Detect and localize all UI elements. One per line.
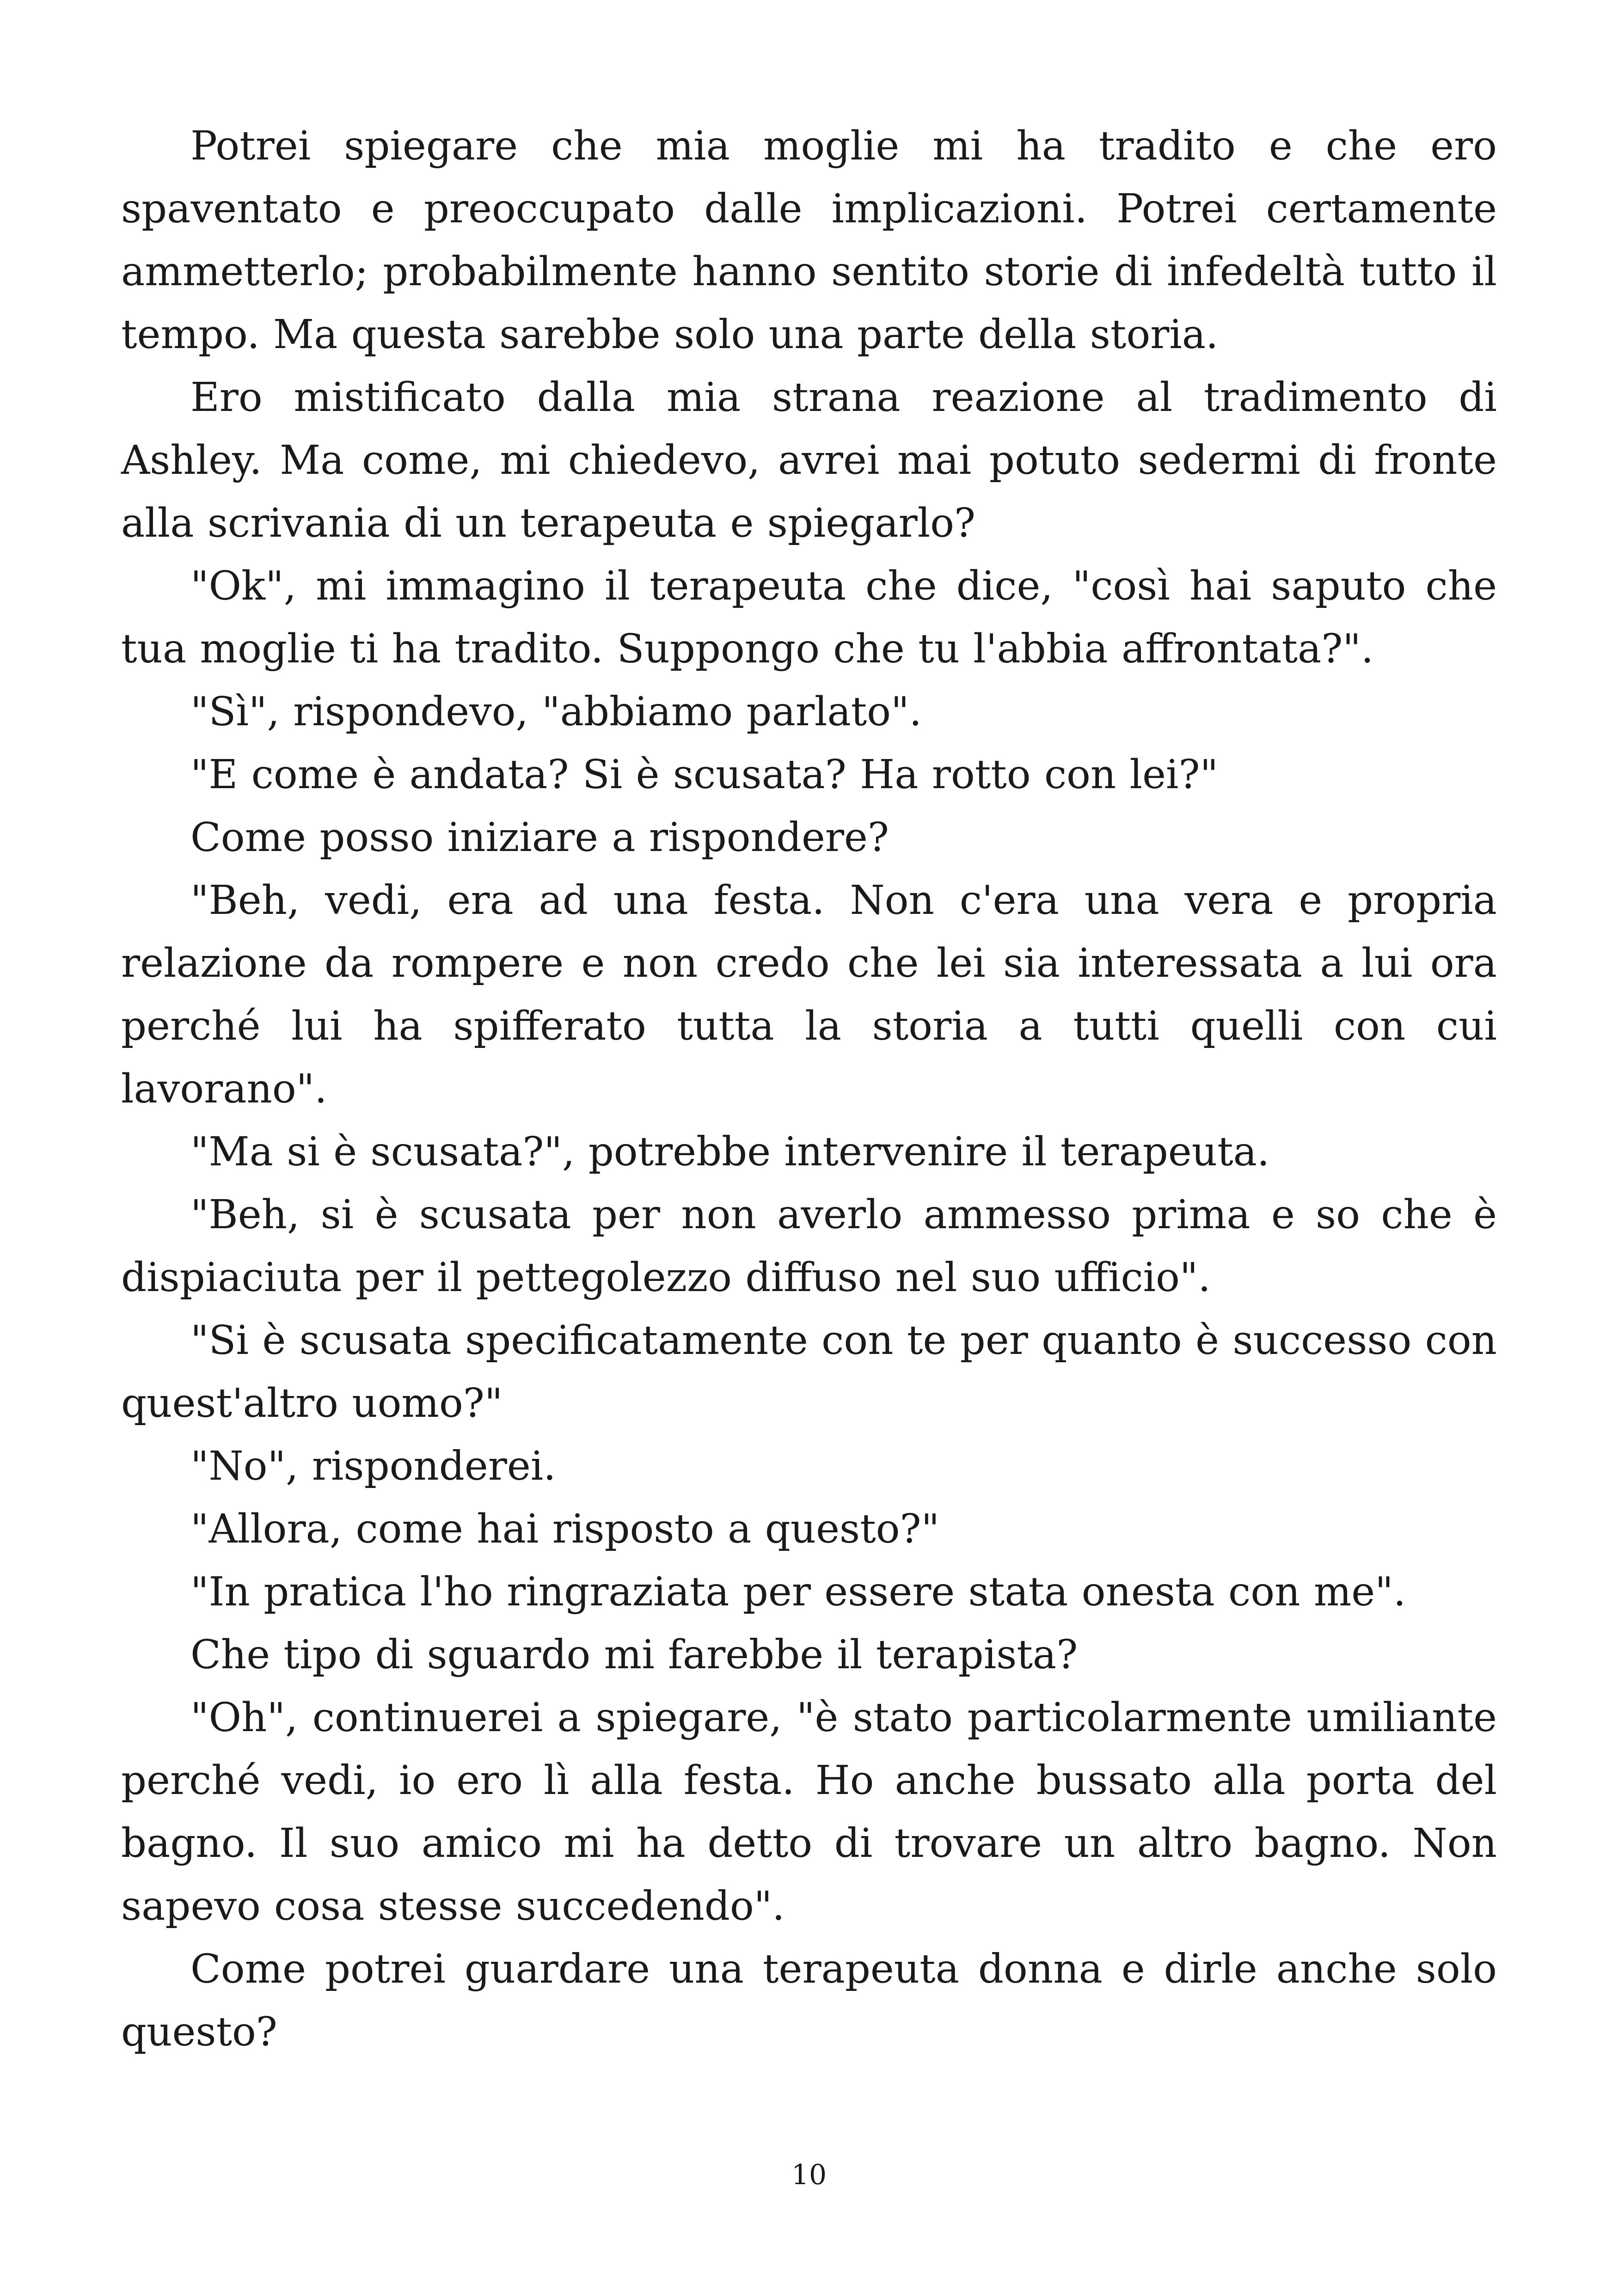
paragraph: "Beh, vedi, era ad una festa. Non c'era una vera e propria relazione da rompere e non credo che lei sia interessata a lui ora perché lui ha spifferato tutta la storia a tutti quelli con cui lavorano". <box>121 877 1497 1112</box>
paragraph: Come posso iniziare a rispondere? <box>190 814 889 861</box>
paragraph: "Si è scusata specificatamente con te per quanto è successo con quest'altro uomo?" <box>121 1317 1497 1427</box>
paragraph: "In pratica l'ho ringraziata per essere stata onesta con me". <box>190 1569 1406 1615</box>
paragraph: "Beh, si è scusata per non averlo ammesso prima e so che è dispiaciuta per il pettegolezzo diffuso nel suo ufficio". <box>121 1192 1497 1301</box>
paragraph: Come potrei guardare una terapeuta donna e dirle anche solo questo? <box>121 1946 1497 2055</box>
paragraph: Ero mistificato dalla mia strana reazione al tradimento di Ashley. Ma come, mi chiedevo, avrei mai potuto sedermi di fronte alla scrivania di un terapeuta e spiegarlo? <box>121 374 1497 546</box>
paragraph: "E come è andata? Si è scusata? Ha rotto con lei?" <box>190 752 1219 798</box>
paragraph: Potrei spiegare che mia moglie mi ha tradito e che ero spaventato e preoccupato dalle implicazioni. Potrei certamente ammetterlo; probabilmente hanno sentito storie di infedeltà tutto il tempo. Ma questa sarebbe solo una parte della storia. <box>121 123 1497 358</box>
paragraph: "Ma si è scusata?", potrebbe intervenire il terapeuta. <box>190 1129 1270 1175</box>
page-number: 10 <box>791 2159 827 2191</box>
paragraph: "Allora, come hai risposto a questo?" <box>190 1506 940 1552</box>
body-text <box>121 115 1497 2063</box>
paragraph: "Sì", rispondevo, "abbiamo parlato". <box>190 689 922 735</box>
paragraph: Che tipo di sguardo mi farebbe il terapista? <box>190 1632 1078 1678</box>
paragraph: "Ok", mi immagino il terapeuta che dice, "così hai saputo che tua moglie ti ha tradito. Suppongo che tu l'abbia affrontata?". <box>121 563 1497 672</box>
paragraph: "Oh", continuerei a spiegare, "è stato particolarmente umiliante perché vedi, io ero lì alla festa. Ho anche bussato alla porta del bagno. Il suo amico mi ha detto di trovare un altro bagno. Non sapevo cosa stesse succedendo". <box>121 1695 1497 1929</box>
paragraph: "No", risponderei. <box>190 1443 556 1489</box>
